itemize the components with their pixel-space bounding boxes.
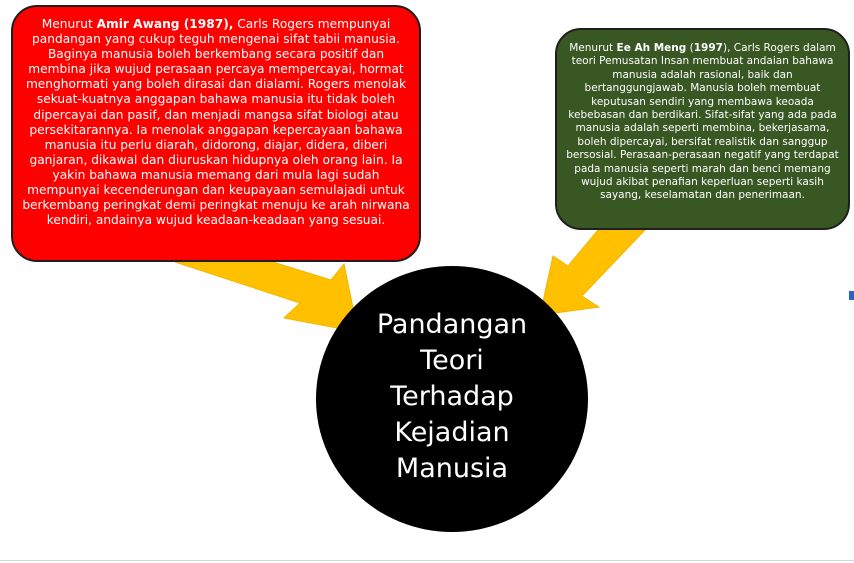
right-box-author: Ee Ah Meng [616,42,687,54]
central-topic-title: Pandangan Teori Terhadap Kejadian Manusia [376,309,528,484]
amir-awang-quote-box [11,5,421,262]
central-topic-circle [316,266,588,532]
right-box-intro: Menurut [569,42,617,54]
bottom-divider [0,560,854,561]
edge-marker [849,291,854,300]
left-box-body: Carls Rogers mempunyai pandangan yang cukup teguh mengenai sifat tabii manusia. Baginya manusia boleh berkembang secara positif dan membina jika wujud perasaan percaya mempercayai, hormat menghormati yang boleh dirasai dan dialami. Rogers menolak sekuat-kuatnya anggapan bahawa manusia itu tidak boleh dipercayai dan pasif, dan menjadi mangsa sifat biologi atau persekitarannya. Ia menolak anggapan kepercayaan bahawa manusia itu perlu diarah, didorong, diajar, didera, diberi ganjaran, dikawal dan diuruskan hidupnya oleh orang lain. Ia yakin bahawa manusia memang dari mula lagi sudah mempunyai kecenderungan dan keupayaan semulajadi untuk berkembang peringkat demi peringkat menuju ke arah nirwana kendiri, andainya wujud keadaan-keadaan yang sesuai. [22,17,410,228]
left-box-intro: Menurut [41,17,97,31]
right-box-body: ), Carls Rogers dalam teori Pemusatan Insan membuat andaian bahawa manusia adalah rasional, baik dan bertanggungjawab. Manusia boleh membuat keputusan sendiri yang membawa keoada kebebasan dan berdikari. Sifat-sifat yang ada pada manusia adalah seperti membina, bekerjasama, boleh dipercayai, bersifat realistik dan sanggup bersosial. Perasaan-perasaan negatif yang terdapat pada manusia seperti marah dan benci memang wujud akibat penafian keperluan seperti kasih sayang, keselamatan dan penerimaan. [566,42,839,202]
right-box-year-open: ( [686,42,694,54]
right-arrow [540,230,645,315]
left-box-author: Amir Awang (1987), [96,17,234,31]
right-box-year: 1997 [693,42,723,54]
ee-ah-meng-quote-box [555,28,850,230]
left-arrow [175,262,358,332]
